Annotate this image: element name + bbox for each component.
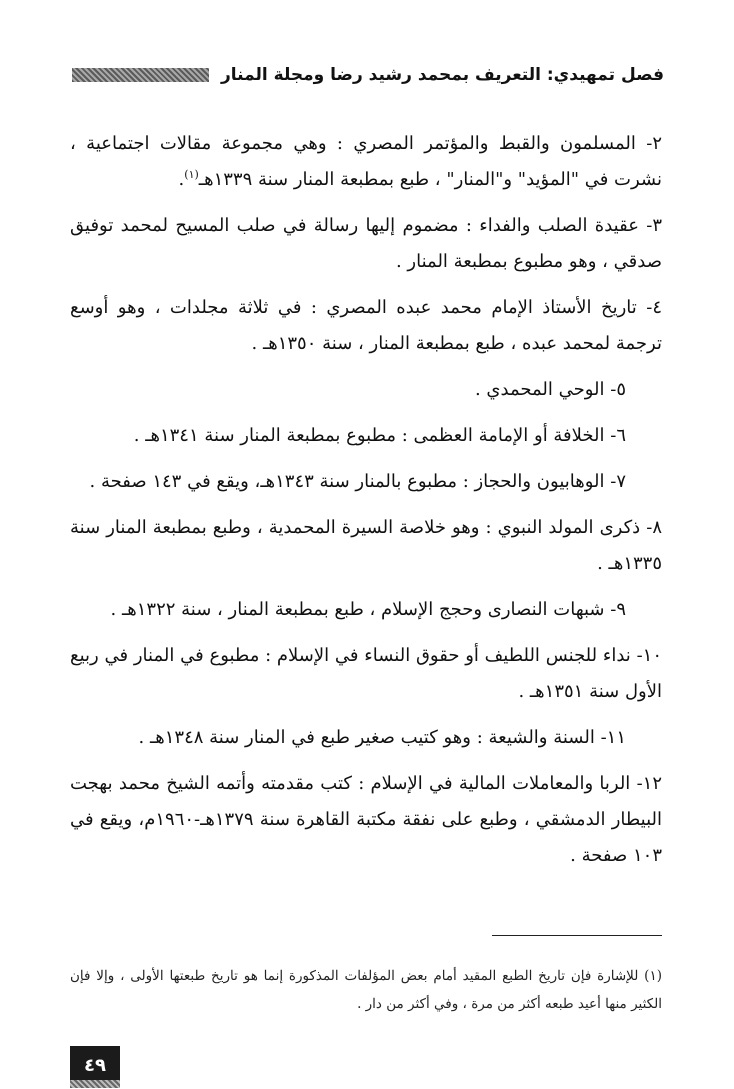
footnote: (١) للإشارة فإن تاريخ الطبع المقيد أمام بعض المؤلفات المذكورة إنما هو تاريخ طبعتها الأولى ، وإلا فإن الكثير منها أعيد طبعه أكثر من مرة ، وفي أكثر من دار . xyxy=(70,967,662,1012)
list-item: ٨- ذكرى المولد النبوي : وهو خلاصة السيرة المحمدية ، وطبع بمطبعة المنار سنة ١٣٣٥هـ . xyxy=(70,517,662,574)
list-item: ٩- شبهات النصارى وحجج الإسلام ، طبع بمطبعة المنار ، سنة ١٣٢٢هـ . xyxy=(110,599,626,620)
list-item: ٥- الوحي المحمدي . xyxy=(474,379,626,400)
chapter-title: فصل تمهيدي: التعريف بمحمد رشيد رضا ومجلة المنار xyxy=(221,65,664,85)
list-item xyxy=(70,126,662,198)
running-header xyxy=(72,58,664,92)
list-item: ٣- عقيدة الصلب والفداء : مضموم إليها رسالة في صلب المسيح لمحمد توفيق صدقي ، وهو مطبوع بمطبعة المنار . xyxy=(70,215,662,272)
footnote-reference: (١) xyxy=(184,168,199,181)
page-number-decoration xyxy=(70,1080,120,1088)
list-item: ٦- الخلافة أو الإمامة العظمى : مطبوع بمطبعة المنار سنة ١٣٤١هـ . xyxy=(133,425,626,446)
page-number: ٤٩ xyxy=(70,1046,120,1084)
header-decoration-bar xyxy=(72,68,209,82)
list-item: ١٠- نداء للجنس اللطيف أو حقوق النساء في الإسلام : مطبوع في المنار في ربيع الأول سنة ١٣٥١هـ . xyxy=(70,645,662,702)
book-list xyxy=(70,126,662,884)
list-item: ١٢- الربا والمعاملات المالية في الإسلام : كتب مقدمته وأتمه الشيخ محمد بهجت البيطار الدمشقي ، وطبع على نفقة مكتبة القاهرة سنة ١٣٧٩هـ-١٩٦٠م، ويقع في ١٠٣ صفحة . xyxy=(70,773,662,866)
item-tail: . xyxy=(178,169,185,190)
list-item: ٤- تاريخ الأستاذ الإمام محمد عبده المصري : في ثلاثة مجلدات ، وهو أوسع ترجمة لمحمد عبده ، طبع بمطبعة المنار ، سنة ١٣٥٠هـ . xyxy=(70,297,662,354)
item-text: ٢- المسلمون والقبط والمؤتمر المصري : وهي مجموعة مقالات اجتماعية ، نشرت في "المؤيد" و"المنار" ، طبع بمطبعة المنار سنة ١٣٣٩هـ xyxy=(70,133,662,190)
list-item: ١١- السنة والشيعة : وهو كتيب صغير طبع في المنار سنة ١٣٤٨هـ . xyxy=(138,727,626,748)
list-item: ٧- الوهابيون والحجاز : مطبوع بالمنار سنة ١٣٤٣هـ، ويقع في ١٤٣ صفحة . xyxy=(89,471,626,492)
footnote-divider xyxy=(492,935,662,936)
